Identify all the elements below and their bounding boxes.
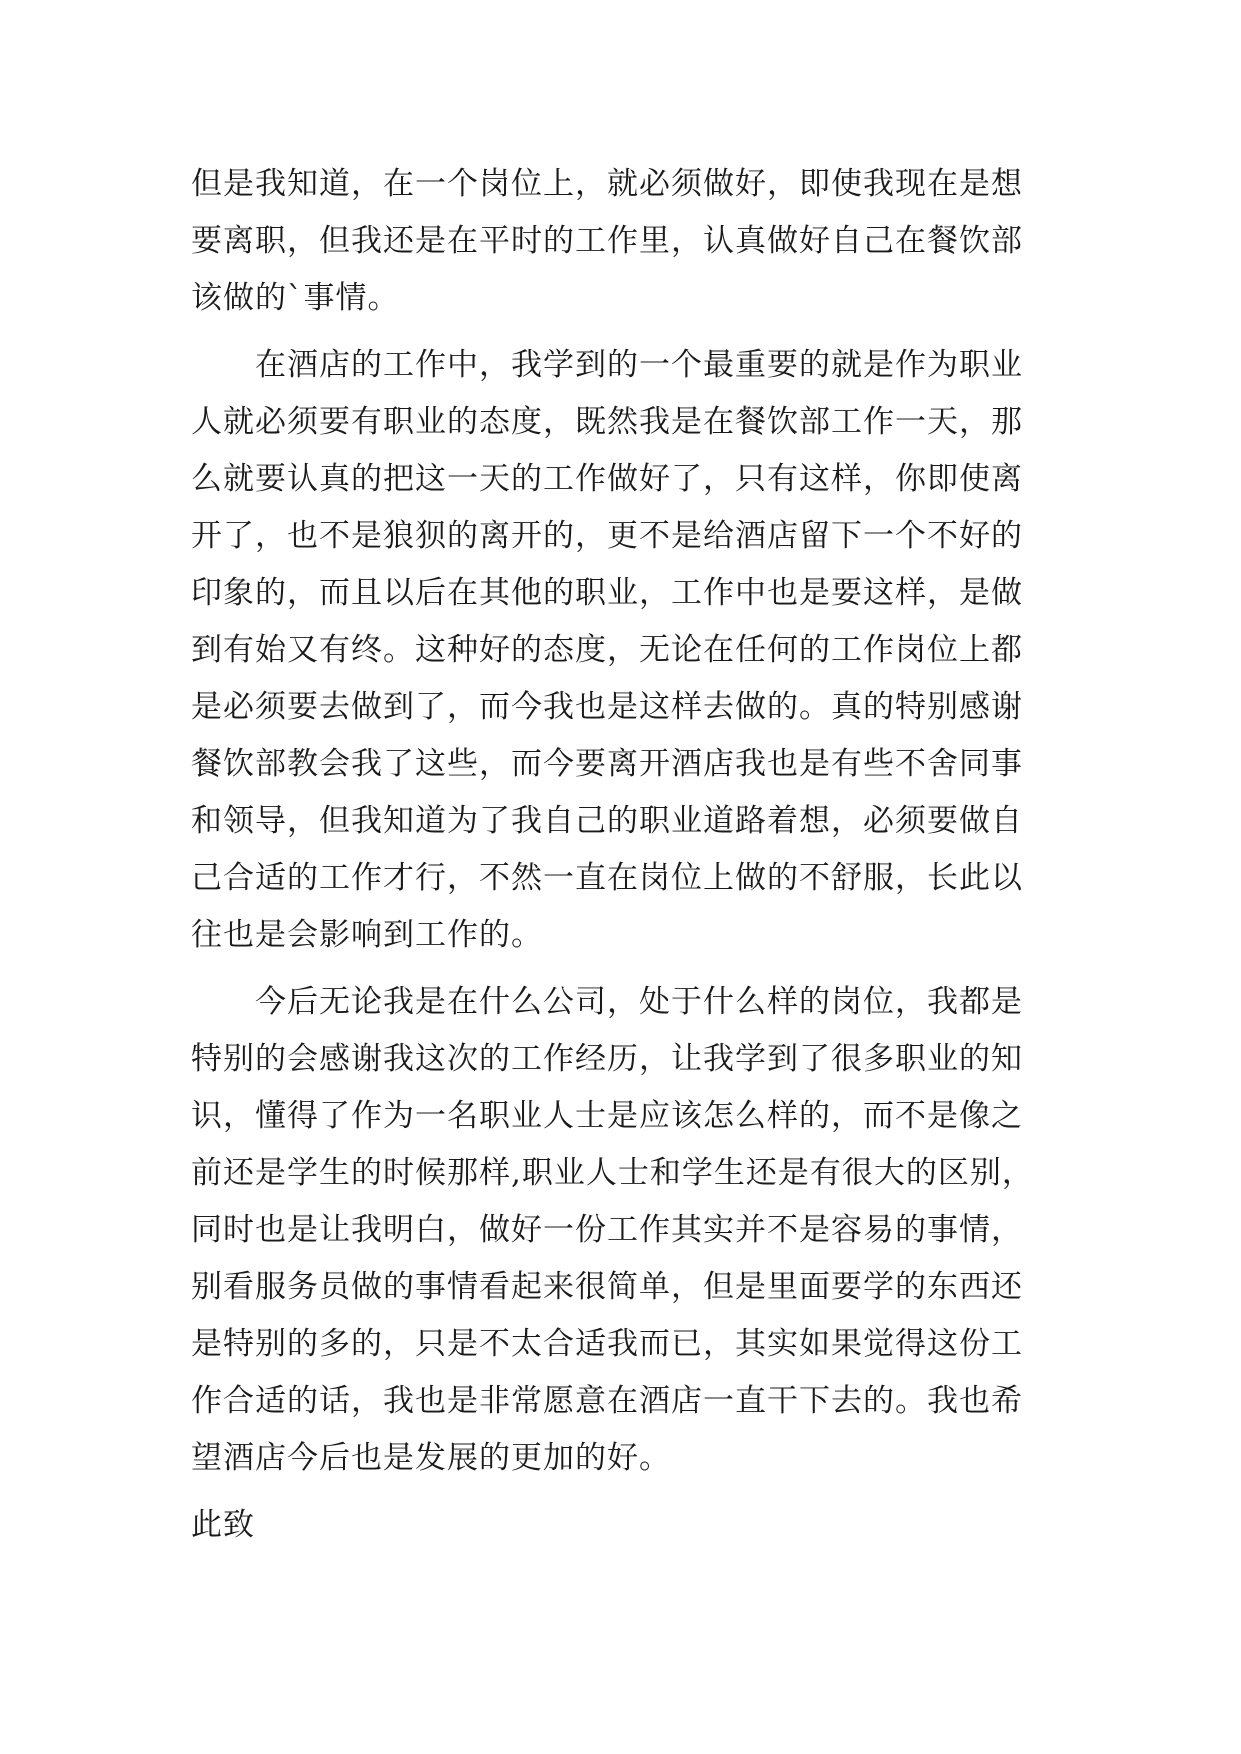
text-line: 往也是会影响到工作的。 [191, 917, 543, 953]
text-line: 么就要认真的把这一天的工作做好了，只有这样，你即使离 [191, 461, 1023, 497]
text-line: 特别的会感谢我这次的工作经历，让我学到了很多职业的知 [191, 1041, 1023, 1077]
text-line: 在酒店的工作中，我学到的一个最重要的就是作为职业 [191, 347, 1023, 383]
text-line: 人就必须要有职业的态度，既然我是在餐饮部工作一天，那 [191, 404, 1023, 440]
text-line: 但是我知道，在一个岗位上，就必须做好，即使我现在是想 [191, 166, 1023, 202]
text-line: 印象的，而且以后在其他的职业，工作中也是要这样，是做 [191, 575, 1023, 611]
closing-salutation [191, 1497, 1051, 1554]
text-line: 是必须要去做到了，而今我也是这样去做的。真的特别感谢 [191, 689, 1023, 725]
text-line: 餐饮部教会我了这些，而今要离开酒店我也是有些不舍同事 [191, 746, 1023, 782]
text-line: 和领导，但我知道为了我自己的职业道路着想，必须要做自 [191, 803, 1023, 839]
text-line: 己合适的工作才行，不然一直在岗位上做的不舒服，长此以 [191, 860, 1023, 896]
text-line: 是特别的多的，只是不太合适我而已，其实如果觉得这份工 [191, 1326, 1023, 1362]
paragraph [191, 156, 1051, 327]
text-line: 识，懂得了作为一名职业人士是应该怎么样的，而不是像之 [191, 1098, 1023, 1134]
text-line: 到有始又有终。这种好的态度，无论在任何的工作岗位上都 [191, 632, 1023, 668]
paragraph [191, 337, 1051, 964]
text-line: 该做的`事情。 [191, 280, 400, 316]
text-line: 今后无论我是在什么公司，处于什么样的岗位，我都是 [191, 984, 1023, 1020]
text-line: 同时也是让我明白，做好一份工作其实并不是容易的事情， [191, 1212, 1023, 1248]
text-line: 前还是学生的时候那样,职业人士和学生还是有很大的区别， [191, 1155, 1034, 1191]
text-line: 要离职，但我还是在平时的工作里，认真做好自己在餐饮部 [191, 223, 1023, 259]
text-line: 开了，也不是狼狈的离开的，更不是给酒店留下一个不好的 [191, 518, 1023, 554]
text-line: 别看服务员做的事情看起来很简单，但是里面要学的东西还 [191, 1269, 1023, 1305]
paragraph [191, 974, 1051, 1487]
text-line: 望酒店今后也是发展的更加的好。 [191, 1440, 671, 1476]
text-line: 此致 [191, 1507, 255, 1543]
document-page [191, 156, 1051, 1554]
text-line: 作合适的话，我也是非常愿意在酒店一直干下去的。我也希 [191, 1383, 1023, 1419]
